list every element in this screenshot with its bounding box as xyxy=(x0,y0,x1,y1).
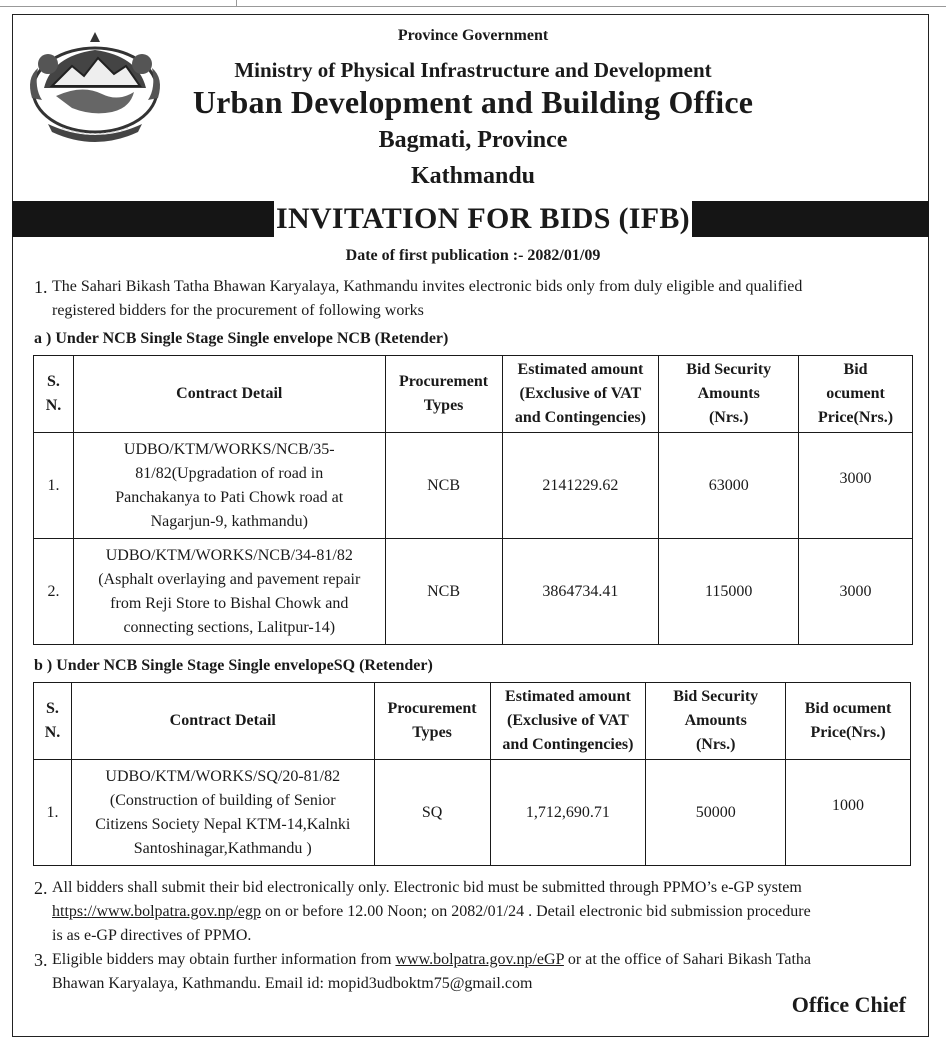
cell-document-price: 3000 xyxy=(799,539,913,645)
header-procurement-types: Procurement Types xyxy=(385,356,502,433)
header-estimated-amount: Estimated amount (Exclusive of VAT and Contingencies) xyxy=(502,356,659,433)
cell-estimated-amount: 3864734.41 xyxy=(502,539,659,645)
header-sn: S. N. xyxy=(34,356,74,433)
city-name: Kathmandu xyxy=(410,163,536,189)
paragraph-line: Eligible bidders may obtain further information from www.bolpatra.gov.np/eGP or at the office of Sahari Bikash Tatha xyxy=(52,951,811,968)
paragraph-line: The Sahari Bikash Tatha Bhawan Karyalaya, Kathmandu invites electronic bids only from duly eligible and qualified xyxy=(52,278,803,295)
paragraph-3 xyxy=(34,948,914,996)
paragraph-line: All bidders shall submit their bid electronically only. Electronic bid must be submitted through PPMO’s e-GP system xyxy=(52,879,802,896)
header-document-price: Bid ocument Price(Nrs.) xyxy=(786,683,911,760)
table-header-row xyxy=(34,683,911,760)
cell-bid-security: 50000 xyxy=(646,760,786,866)
paragraph-1 xyxy=(34,275,914,323)
office-name: Urban Development and Building Office xyxy=(192,84,754,120)
cell-sn: 2. xyxy=(34,539,74,645)
cell-contract-detail: UDBO/KTM/WORKS/NCB/34-81/82 (Asphalt overlaying and pavement repair from Reji Store to Bishal Chowk and connecting sections, Lalitpur-14) xyxy=(73,539,385,645)
header-contract-detail: Contract Detail xyxy=(73,356,385,433)
section-b-label: b ) Under NCB Single Stage Single envelopeSQ (Retender) xyxy=(34,657,433,674)
header-document-price: Bid ocument Price(Nrs.) xyxy=(799,356,913,433)
header-estimated-amount: Estimated amount (Exclusive of VAT and Contingencies) xyxy=(490,683,646,760)
government-label: Province Government xyxy=(397,27,549,44)
header-bid-security: Bid Security Amounts (Nrs.) xyxy=(659,356,799,433)
sq-bid-table xyxy=(33,682,911,866)
cell-sn: 1. xyxy=(34,433,74,539)
cell-contract-detail: UDBO/KTM/WORKS/SQ/20-81/82 (Construction of building of Senior Citizens Society Nepal KTM-14,Kalnki Santoshinagar,Kathmandu ) xyxy=(71,760,374,866)
cell-document-price: 3000 xyxy=(799,433,913,539)
publication-date: Date of first publication :- 2082/01/09 xyxy=(345,247,601,264)
paragraph-2 xyxy=(34,876,914,948)
paragraph-number: 1. xyxy=(34,277,48,297)
section-a-label: a ) Under NCB Single Stage Single envelope NCB (Retender) xyxy=(34,330,449,347)
bolpatra-egp-link[interactable]: https://www.bolpatra.gov.np/egp xyxy=(52,903,262,920)
ncb-bid-table xyxy=(33,355,913,645)
cell-bid-security: 63000 xyxy=(659,433,799,539)
top-rule xyxy=(0,0,946,7)
cell-sn: 1. xyxy=(34,760,72,866)
cell-bid-security: 115000 xyxy=(659,539,799,645)
paragraph-line: https://www.bolpatra.gov.np/egp on or before 12.00 Noon; on 2082/01/24 . Detail electronic bid submission procedure xyxy=(52,903,811,920)
table-row xyxy=(34,539,913,645)
header-contract-detail: Contract Detail xyxy=(71,683,374,760)
paragraph-number: 2. xyxy=(34,878,48,898)
title-banner xyxy=(12,201,929,237)
header-bid-security: Bid Security Amounts (Nrs.) xyxy=(646,683,786,760)
province-name: Bagmati, Province xyxy=(378,127,568,153)
cell-contract-detail: UDBO/KTM/WORKS/NCB/35- 81/82(Upgradation of road in Panchakanya to Pati Chowk road at Nagarjun-9, kathmandu) xyxy=(73,433,385,539)
table-row xyxy=(34,760,911,866)
ministry-name: Ministry of Physical Infrastructure and Development xyxy=(234,58,712,82)
cell-procurement-type: NCB xyxy=(385,433,502,539)
cell-procurement-type: SQ xyxy=(374,760,490,866)
table-header-row xyxy=(34,356,913,433)
paragraph-line: is as e-GP directives of PPMO. xyxy=(52,927,252,944)
cell-estimated-amount: 2141229.62 xyxy=(502,433,659,539)
banner-title: INVITATION FOR BIDS (IFB) xyxy=(274,201,692,237)
cell-estimated-amount: 1,712,690.71 xyxy=(490,760,646,866)
bolpatra-info-link[interactable]: www.bolpatra.gov.np/eGP xyxy=(395,951,564,968)
cell-procurement-type: NCB xyxy=(385,539,502,645)
header-procurement-types: Procurement Types xyxy=(374,683,490,760)
table-row xyxy=(34,433,913,539)
cell-document-price: 1000 xyxy=(786,760,911,866)
paragraph-number: 3. xyxy=(34,950,48,970)
header-sn: S. N. xyxy=(34,683,72,760)
paragraph-line: registered bidders for the procurement of following works xyxy=(52,302,424,319)
paragraph-line: Bhawan Karyalaya, Kathmandu. Email id: mopid3udboktm75@gmail.com xyxy=(52,975,533,992)
signoff-office-chief: Office Chief xyxy=(791,992,906,1017)
